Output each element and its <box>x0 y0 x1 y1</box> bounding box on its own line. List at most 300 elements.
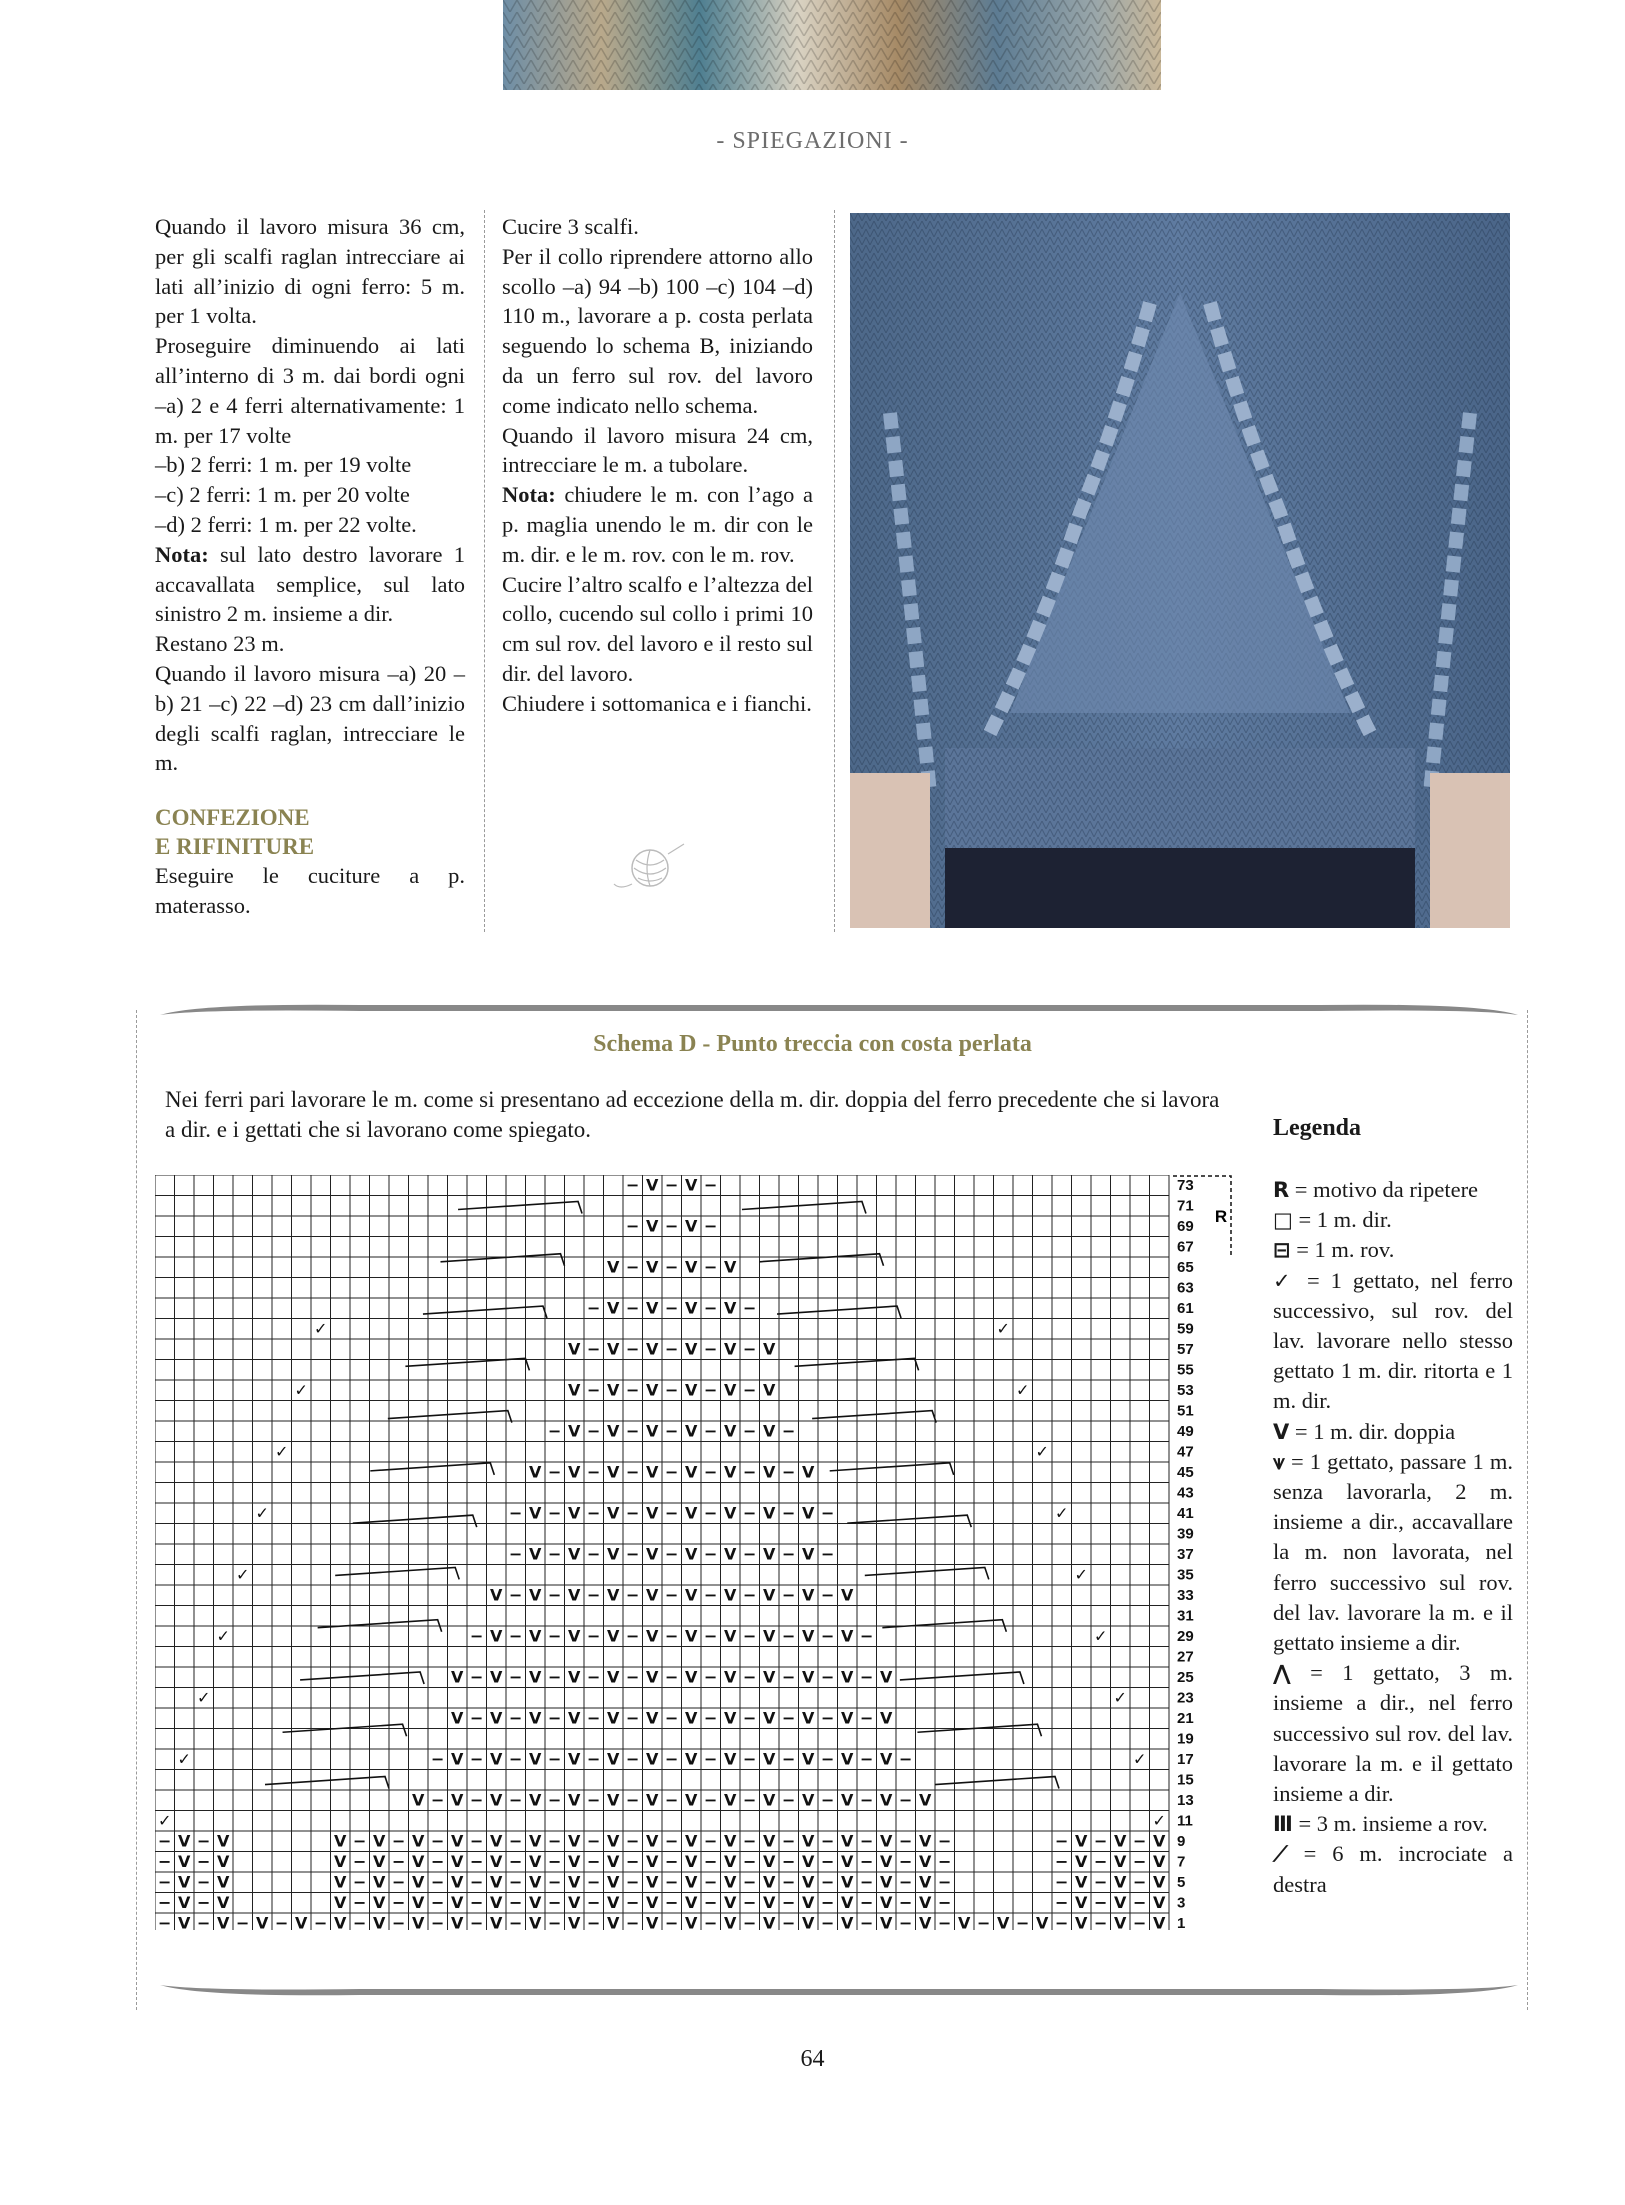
legend-text: = 1 m. rov. <box>1290 1237 1395 1263</box>
chart-stitch-symbol: − <box>665 1380 679 1400</box>
cable-cross-line <box>777 1306 901 1318</box>
chart-stitch-symbol: − <box>548 1626 562 1646</box>
paragraph: –c) 2 ferri: 1 m. per 20 volte <box>155 482 410 508</box>
chart-stitch-symbol: − <box>743 1421 757 1441</box>
chart-stitch-symbol: V <box>958 1913 971 1930</box>
chart-stitch-symbol: V <box>1153 1893 1166 1912</box>
row-number: 31 <box>1177 1607 1194 1625</box>
chart-stitch-symbol: − <box>587 1462 601 1482</box>
chart-stitch-symbol: − <box>743 1790 757 1810</box>
paragraph: Cucire l’altro scalfo e l’altezza del collo, cucendo sul collo i primi 10 cm sul rov. del lavoro e il resto sul dir. del lavoro. <box>502 571 813 686</box>
chart-stitch-symbol: − <box>899 1831 913 1851</box>
chart-stitch-symbol: − <box>548 1421 562 1441</box>
chart-stitch-symbol: V <box>607 1421 620 1441</box>
chart-stitch-symbol: − <box>665 1585 679 1605</box>
chart-stitch-symbol: V <box>1075 1831 1088 1851</box>
chart-stitch-symbol: V <box>490 1626 503 1646</box>
legend-text: = 1 m. dir. doppia <box>1289 1418 1456 1444</box>
chart-stitch-symbol: − <box>704 1175 718 1195</box>
chart-stitch-symbol: − <box>587 1790 601 1810</box>
paragraph: Eseguire le cuciture a p. materasso. <box>155 863 465 918</box>
chart-stitch-symbol: − <box>470 1749 484 1769</box>
legend-symbol: ⊟ <box>1273 1238 1291 1263</box>
chart-stitch-symbol: V <box>724 1339 737 1359</box>
chart-stitch-symbol: V <box>685 1913 698 1930</box>
legend-text: = 6 m. incrociate a destra <box>1273 1841 1513 1897</box>
chart-title: Schema D - Punto treccia con costa perlata <box>593 1031 1032 1057</box>
column-divider <box>484 210 485 932</box>
chart-stitch-symbol: − <box>860 1872 874 1892</box>
chart-stitch-symbol: − <box>626 1626 640 1646</box>
yarn-over-symbol: ✓ <box>314 1319 328 1338</box>
chart-stitch-symbol: V <box>451 1831 464 1851</box>
chart-stitch-symbol: V <box>724 1790 737 1810</box>
chart-stitch-symbol: V <box>646 1380 659 1400</box>
divider-swoosh <box>160 997 1518 1027</box>
chart-stitch-symbol: − <box>743 1626 757 1646</box>
chart-stitch-symbol: − <box>548 1831 562 1851</box>
row-number: 57 <box>1177 1341 1194 1358</box>
chart-stitch-symbol: − <box>665 1544 679 1564</box>
chart-stitch-symbol: − <box>197 1913 211 1930</box>
chart-stitch-symbol: − <box>704 1872 718 1892</box>
chart-stitch-symbol: V <box>1153 1852 1166 1871</box>
chart-stitch-symbol: − <box>782 1708 796 1728</box>
chart-stitch-symbol: − <box>665 1339 679 1359</box>
chart-stitch-symbol: − <box>509 1913 523 1930</box>
chart-stitch-symbol: − <box>587 1913 601 1930</box>
chart-stitch-symbol: V <box>685 1298 698 1318</box>
chart-stitch-symbol: − <box>509 1585 523 1605</box>
chart-stitch-symbol: V <box>763 1421 776 1441</box>
chart-stitch-symbol: V <box>724 1893 737 1912</box>
chart-stitch-symbol: − <box>743 1667 757 1687</box>
chart-stitch-symbol: V <box>685 1708 698 1728</box>
row-number: 25 <box>1177 1669 1194 1686</box>
chart-stitch-symbol: − <box>821 1667 835 1687</box>
cable-cross-line <box>865 1567 989 1579</box>
chart-stitch-symbol: − <box>509 1544 523 1564</box>
chart-stitch-symbol: V <box>1075 1893 1088 1912</box>
chart-stitch-symbol: V <box>529 1585 542 1605</box>
chart-stitch-symbol: − <box>197 1852 211 1871</box>
chart-stitch-symbol: − <box>743 1544 757 1564</box>
chart-stitch-symbol: V <box>490 1708 503 1728</box>
chart-stitch-symbol: − <box>743 1503 757 1523</box>
chart-stitch-symbol: V <box>763 1749 776 1769</box>
chart-stitch-symbol: V <box>763 1708 776 1728</box>
chart-stitch-symbol: V <box>646 1462 659 1482</box>
chart-stitch-symbol: − <box>704 1585 718 1605</box>
chart-stitch-symbol: − <box>197 1872 211 1892</box>
chart-stitch-symbol: V <box>802 1462 815 1482</box>
chart-stitch-symbol: − <box>509 1893 523 1912</box>
chart-stitch-symbol: − <box>1133 1893 1147 1912</box>
chart-stitch-symbol: V <box>802 1872 815 1892</box>
chart-stitch-symbol: − <box>665 1503 679 1523</box>
chart-stitch-symbol: V <box>217 1872 230 1892</box>
chart-stitch-symbol: V <box>412 1872 425 1892</box>
chart-stitch-symbol: − <box>1055 1893 1069 1912</box>
chart-stitch-symbol: V <box>373 1913 386 1930</box>
chart-stitch-symbol: − <box>587 1298 601 1318</box>
instructions-column-left <box>155 212 465 921</box>
row-number: 11 <box>1177 1812 1193 1830</box>
chart-stitch-symbol: V <box>607 1585 620 1605</box>
chart-stitch-symbol: − <box>197 1831 211 1851</box>
chart-stitch-symbol: − <box>587 1852 601 1871</box>
chart-stitch-symbol: − <box>236 1913 250 1930</box>
chart-stitch-symbol: − <box>821 1749 835 1769</box>
chart-stitch-symbol: V <box>724 1462 737 1482</box>
chart-stitch-symbol: V <box>1153 1831 1166 1851</box>
legend-title: Legenda <box>1273 1115 1362 1141</box>
chart-stitch-symbol: V <box>178 1913 191 1930</box>
chart-stitch-symbol: − <box>782 1913 796 1930</box>
chart-stitch-symbol: V <box>646 1749 659 1769</box>
chart-stitch-symbol: − <box>1055 1831 1069 1851</box>
chart-stitch-symbol: V <box>880 1790 893 1810</box>
chart-stitch-symbol: − <box>665 1831 679 1851</box>
chart-stitch-symbol: V <box>802 1585 815 1605</box>
chart-stitch-symbol: V <box>841 1749 854 1769</box>
chart-stitch-symbol: V <box>802 1667 815 1687</box>
paragraph: Chiudere i sottomanica e i fianchi. <box>502 690 812 716</box>
chart-stitch-symbol: V <box>607 1852 620 1871</box>
chart-stitch-symbol: − <box>821 1544 835 1564</box>
chart-stitch-symbol: − <box>470 1852 484 1871</box>
chart-stitch-symbol: V <box>412 1852 425 1871</box>
chart-stitch-symbol: V <box>607 1298 620 1318</box>
chart-stitch-symbol: − <box>353 1872 367 1892</box>
chart-stitch-symbol: − <box>392 1872 406 1892</box>
chart-stitch-symbol: V <box>178 1893 191 1912</box>
chart-stitch-symbol: − <box>704 1893 718 1912</box>
chart-stitch-symbol: V <box>217 1893 230 1912</box>
yarn-banner-image <box>503 0 1161 90</box>
legend-symbol: ⩛ <box>1273 1449 1285 1474</box>
chart-stitch-symbol: − <box>470 1708 484 1728</box>
chart-stitch-symbol: − <box>665 1175 679 1195</box>
chart-stitch-symbol: V <box>529 1626 542 1646</box>
yarn-over-symbol: ✓ <box>294 1380 308 1400</box>
chart-stitch-symbol: V <box>529 1872 542 1892</box>
chart-stitch-symbol: − <box>782 1893 796 1912</box>
chart-stitch-symbol: − <box>938 1852 952 1871</box>
legend-item <box>1273 1205 1513 1235</box>
chart-stitch-symbol: V <box>880 1893 893 1912</box>
note-paragraph <box>502 480 813 569</box>
chart-stitch-symbol: V <box>607 1872 620 1892</box>
chart-stitch-symbol: − <box>548 1708 562 1728</box>
cable-cross-line <box>353 1515 477 1527</box>
chart-stitch-symbol: V <box>607 1708 620 1728</box>
chart-stitch-symbol: V <box>568 1380 581 1400</box>
chart-stitch-symbol: V <box>685 1462 698 1482</box>
chart-stitch-symbol: V <box>490 1872 503 1892</box>
chart-stitch-symbol: V <box>802 1544 815 1564</box>
chart-stitch-symbol: − <box>1094 1893 1108 1912</box>
legend-symbol: R <box>1273 1178 1290 1202</box>
cable-cross-line <box>265 1777 389 1789</box>
row-number: 1 <box>1177 1915 1186 1930</box>
chart-stitch-symbol: V <box>646 1913 659 1930</box>
chart-stitch-symbol: V <box>568 1893 581 1912</box>
chart-stitch-symbol: − <box>470 1831 484 1851</box>
chart-stitch-symbol: − <box>626 1298 640 1318</box>
chart-stitch-symbol: − <box>509 1503 523 1523</box>
cable-cross-line <box>935 1777 1059 1789</box>
chart-stitch-symbol: V <box>451 1872 464 1892</box>
chart-stitch-symbol: V <box>724 1913 737 1930</box>
chart-stitch-symbol: V <box>763 1462 776 1482</box>
chart-stitch-symbol: V <box>1153 1872 1166 1892</box>
yarn-over-symbol: ✓ <box>236 1565 250 1584</box>
chart-stitch-symbol: − <box>1055 1913 1069 1930</box>
chart-stitch-symbol: V <box>451 1667 464 1687</box>
chart-stitch-symbol: − <box>626 1667 640 1687</box>
note-label: Nota: <box>155 541 209 567</box>
chart-stitch-symbol: V <box>1114 1872 1127 1892</box>
chart-stitch-symbol: V <box>880 1913 893 1930</box>
chart-stitch-symbol: V <box>295 1913 308 1930</box>
chart-stitch-symbol: V <box>724 1667 737 1687</box>
chart-stitch-symbol: V <box>724 1626 737 1646</box>
chart-stitch-symbol: V <box>373 1872 386 1892</box>
chart-stitch-symbol: − <box>704 1667 718 1687</box>
chart-stitch-symbol: − <box>431 1831 445 1851</box>
row-number: 23 <box>1177 1689 1194 1707</box>
chart-stitch-symbol: − <box>392 1893 406 1912</box>
chart-stitch-symbol: − <box>548 1462 562 1482</box>
section-title: E RIFINITURE <box>155 834 315 860</box>
chart-stitch-symbol: V <box>490 1893 503 1912</box>
chart-stitch-symbol: V <box>841 1872 854 1892</box>
legend-text: = 1 gettato, nel ferro successivo, sul rov. del lav. lavorare nello stesso gettato 1 m. dir. ritorta e 1 m. dir. <box>1273 1267 1513 1414</box>
chart-stitch-symbol: V <box>412 1893 425 1912</box>
cable-cross-line <box>335 1567 459 1579</box>
chart-stitch-symbol: V <box>724 1585 737 1605</box>
chart-stitch-symbol: − <box>704 1913 718 1930</box>
chart-stitch-symbol: V <box>529 1544 542 1564</box>
chart-stitch-symbol: − <box>938 1872 952 1892</box>
chart-stitch-symbol: − <box>509 1790 523 1810</box>
chart-stitch-symbol: − <box>626 1585 640 1605</box>
yarn-over-symbol: ✓ <box>255 1503 269 1523</box>
legend-symbol: ✓ <box>1273 1268 1296 1293</box>
chart-stitch-symbol: V <box>568 1831 581 1851</box>
chart-stitch-symbol: V <box>685 1852 698 1871</box>
chart-stitch-symbol: V <box>217 1913 230 1930</box>
chart-stitch-symbol: V <box>763 1790 776 1810</box>
chart-stitch-symbol: − <box>704 1749 718 1769</box>
chart-stitch-symbol: − <box>665 1852 679 1871</box>
chart-stitch-symbol: − <box>587 1872 601 1892</box>
chart-stitch-symbol: V <box>646 1585 659 1605</box>
chart-stitch-symbol: − <box>899 1852 913 1871</box>
chart-stitch-symbol: V <box>646 1216 659 1236</box>
chart-stitch-symbol: V <box>841 1708 854 1728</box>
chart-stitch-symbol: − <box>626 1790 640 1810</box>
chart-stitch-symbol: − <box>704 1852 718 1871</box>
chart-stitch-symbol: − <box>665 1462 679 1482</box>
chart-stitch-symbol: V <box>568 1339 581 1359</box>
chart-stitch-symbol: V <box>802 1708 815 1728</box>
chart-stitch-symbol: V <box>763 1872 776 1892</box>
chart-stitch-symbol: V <box>802 1852 815 1871</box>
chart-stitch-symbol: − <box>1094 1831 1108 1851</box>
chart-stitch-symbol: − <box>821 1708 835 1728</box>
chart-stitch-symbol: − <box>548 1790 562 1810</box>
legend-symbol: Ⅲ <box>1273 1812 1293 1837</box>
chart-stitch-symbol: − <box>626 1380 640 1400</box>
chart-stitch-symbol: V <box>1114 1852 1127 1871</box>
chart-stitch-symbol: − <box>431 1749 445 1769</box>
legend-item <box>1273 1235 1513 1265</box>
cable-cross-line <box>300 1672 424 1684</box>
chart-stitch-symbol: V <box>841 1790 854 1810</box>
cable-cross-line <box>900 1672 1024 1684</box>
paragraph: Cucire 3 scalfi. <box>502 214 639 239</box>
note-text: chiudere le m. con l’ago a p. maglia unendo le m. dir con le m. dir. e le m. rov. con le m. rov. <box>502 482 813 567</box>
column-divider <box>834 210 835 932</box>
chart-stitch-symbol: − <box>821 1893 835 1912</box>
chart-stitch-symbol: − <box>821 1872 835 1892</box>
chart-stitch-symbol: V <box>841 1893 854 1912</box>
chart-stitch-symbol: V <box>763 1380 776 1400</box>
chart-stitch-symbol: V <box>490 1913 503 1930</box>
chart-stitch-symbol: V <box>373 1852 386 1871</box>
chart-stitch-symbol: V <box>412 1913 425 1930</box>
cable-cross-line <box>441 1254 565 1266</box>
chart-stitch-symbol: V <box>334 1913 347 1930</box>
legend-item <box>1273 1658 1513 1809</box>
chart-stitch-symbol: − <box>626 1872 640 1892</box>
chart-stitch-symbol: − <box>704 1216 718 1236</box>
chart-stitch-symbol: V <box>763 1585 776 1605</box>
chart-stitch-symbol: − <box>743 1913 757 1930</box>
yarn-over-symbol: ✓ <box>1074 1565 1088 1584</box>
cable-cross-line <box>917 1724 1041 1736</box>
chart-stitch-symbol: V <box>607 1339 620 1359</box>
chart-stitch-symbol: − <box>548 1852 562 1871</box>
chart-stitch-symbol: V <box>763 1626 776 1646</box>
chart-stitch-symbol: V <box>802 1749 815 1769</box>
chart-stitch-symbol: V <box>685 1257 698 1277</box>
chart-stitch-symbol: V <box>919 1913 932 1930</box>
chart-stitch-symbol: V <box>256 1913 269 1930</box>
chart-stitch-symbol: − <box>665 1421 679 1441</box>
paragraph: Per il collo riprendere attorno allo scollo –a) 94 –b) 100 –c) 104 –d) 110 m., lavorare a p. costa perlata seguendo lo schema B, iniziando da un ferro sul rov. del lavoro come indicato nello schema. <box>502 243 813 418</box>
legend-item <box>1273 1417 1513 1447</box>
section-title: CONFEZIONE <box>155 805 310 831</box>
chart-stitch-symbol: V <box>841 1585 854 1605</box>
chart-stitch-symbol: − <box>158 1893 172 1912</box>
chart-stitch-symbol: − <box>392 1913 406 1930</box>
chart-stitch-symbol: − <box>1055 1872 1069 1892</box>
chart-stitch-symbol: V <box>646 1503 659 1523</box>
chart-stitch-symbol: − <box>782 1503 796 1523</box>
chart-stitch-symbol: − <box>782 1462 796 1482</box>
row-number: 19 <box>1177 1730 1194 1748</box>
chart-stitch-symbol: V <box>685 1893 698 1912</box>
chart-stitch-symbol: V <box>529 1708 542 1728</box>
chart-stitch-symbol: − <box>782 1749 796 1769</box>
chart-stitch-symbol: V <box>646 1257 659 1277</box>
chart-stitch-symbol: V <box>685 1667 698 1687</box>
chart-stitch-symbol: − <box>353 1831 367 1851</box>
chart-stitch-symbol: V <box>724 1708 737 1728</box>
chart-stitch-symbol: − <box>704 1462 718 1482</box>
yarn-over-symbol: ✓ <box>996 1319 1010 1338</box>
chart-stitch-symbol: V <box>607 1503 620 1523</box>
chart-stitch-symbol: V <box>919 1852 932 1871</box>
chart-stitch-symbol: − <box>431 1893 445 1912</box>
chart-stitch-symbol: V <box>451 1913 464 1930</box>
chart-stitch-symbol: V <box>1036 1913 1049 1930</box>
chart-stitch-symbol: − <box>1133 1913 1147 1930</box>
row-number: 45 <box>1177 1464 1194 1481</box>
legend-symbol: V <box>1273 1419 1290 1444</box>
chart-stitch-symbol: − <box>587 1544 601 1564</box>
chart-stitch-symbol: V <box>685 1749 698 1769</box>
chart-stitch-symbol: V <box>685 1503 698 1523</box>
chart-stitch-symbol: − <box>626 1257 640 1277</box>
chart-stitch-symbol: V <box>685 1626 698 1646</box>
chart-stitch-symbol: V <box>1075 1872 1088 1892</box>
chart-stitch-symbol: − <box>665 1708 679 1728</box>
chart-stitch-symbol: − <box>899 1872 913 1892</box>
chart-stitch-symbol: V <box>646 1708 659 1728</box>
chart-stitch-symbol: − <box>158 1913 172 1930</box>
row-number: 27 <box>1177 1648 1194 1666</box>
chart-stitch-symbol: − <box>548 1667 562 1687</box>
chart-stitch-symbol: − <box>548 1544 562 1564</box>
chart-stitch-symbol: V <box>178 1831 191 1851</box>
chart-stitch-symbol: V <box>763 1544 776 1564</box>
chart-stitch-symbol: V <box>997 1913 1010 1930</box>
chart-stitch-symbol: − <box>743 1585 757 1605</box>
legend-text: = 1 gettato, passare 1 m. senza lavorarla, 2 m. insieme a dir., accavallare la m. non lavorata, nel ferro successivo sul rov. del lav. lavorare la m. e il gettato insieme a dir. <box>1273 1448 1513 1656</box>
chart-stitch-symbol: V <box>646 1831 659 1851</box>
chart-stitch-symbol: − <box>470 1913 484 1930</box>
chart-stitch-symbol: − <box>899 1893 913 1912</box>
chart-stitch-symbol: V <box>646 1852 659 1871</box>
chart-stitch-symbol: − <box>509 1749 523 1769</box>
chart-stitch-symbol: V <box>607 1380 620 1400</box>
chart-stitch-symbol: V <box>685 1790 698 1810</box>
chart-stitch-symbol: − <box>158 1872 172 1892</box>
chart-stitch-symbol: V <box>607 1749 620 1769</box>
chart-stitch-symbol: − <box>626 1852 640 1871</box>
chart-stitch-symbol: − <box>353 1893 367 1912</box>
repeat-label: R <box>1214 1207 1228 1226</box>
chart-stitch-symbol: V <box>412 1790 425 1810</box>
chart-stitch-symbol: V <box>568 1544 581 1564</box>
chart-stitch-symbol: V <box>685 1216 698 1236</box>
chart-stitch-symbol: − <box>860 1749 874 1769</box>
chart-stitch-symbol: − <box>821 1585 835 1605</box>
chart-stitch-symbol: V <box>880 1852 893 1871</box>
chart-stitch-symbol: V <box>529 1667 542 1687</box>
chart-stitch-symbol: V <box>529 1462 542 1482</box>
chart-stitch-symbol: − <box>743 1462 757 1482</box>
legend-text: = motivo da ripetere <box>1289 1177 1479 1202</box>
paragraph: –b) 2 ferri: 1 m. per 19 volte <box>155 452 412 478</box>
chart-stitch-symbol: − <box>704 1421 718 1441</box>
chart-stitch-symbol: − <box>353 1913 367 1930</box>
chart-stitch-symbol: − <box>860 1708 874 1728</box>
